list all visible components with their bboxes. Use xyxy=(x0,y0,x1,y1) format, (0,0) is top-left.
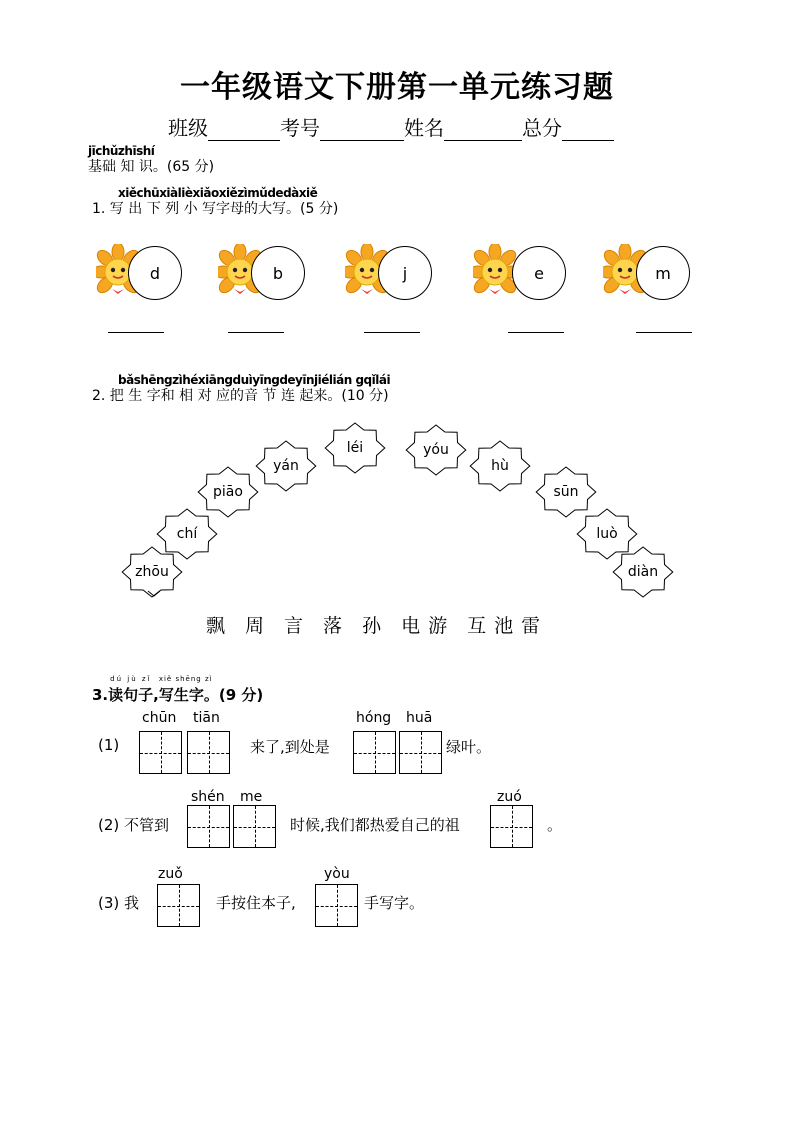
hanzi-character[interactable]: 落 xyxy=(323,615,343,637)
hanzi-character[interactable]: 孙 xyxy=(362,615,382,637)
answer-blank[interactable] xyxy=(508,332,564,333)
q2-instruction: 2. 把 生 字和 相 对 应的音 节 连 起来。(10 分) xyxy=(92,388,389,404)
syllable-star[interactable] xyxy=(255,440,317,492)
writing-grid[interactable] xyxy=(233,805,276,848)
s1-end-text: 绿叶。 xyxy=(446,738,492,756)
q3-heading-pinyin-2: xiě shēng zì xyxy=(158,675,213,683)
q2-pinyin: bǎshēngzìhéxiāngduìyīngdeyīnjiélián gqǐlái xyxy=(118,373,391,387)
hanzi-character[interactable]: 飘 xyxy=(206,615,226,637)
page-title: 一年级语文下册第一单元练习题 xyxy=(180,70,614,105)
s3-pinyin-1: zuǒ xyxy=(158,866,183,882)
syllable-text: hù xyxy=(491,458,509,474)
q3-heading-text-1: 读句子, xyxy=(108,686,159,704)
score-blank[interactable] xyxy=(562,120,614,141)
syllable-text: sūn xyxy=(553,484,579,500)
syllable-star[interactable] xyxy=(324,422,386,474)
syllable-star[interactable] xyxy=(405,424,467,476)
s2-middle-text: 时候,我们都热爱自己的祖 xyxy=(290,816,460,834)
answer-blank[interactable] xyxy=(636,332,692,333)
number-blank[interactable] xyxy=(320,120,404,141)
syllable-text: piāo xyxy=(213,484,243,500)
hanzi-character[interactable]: 雷 xyxy=(521,615,541,637)
q1-instruction: 1. 写 出 下 列 小 写字母的大写。(5 分) xyxy=(92,201,339,217)
syllable-star[interactable] xyxy=(469,440,531,492)
writing-grid[interactable] xyxy=(399,731,442,774)
class-label: 班级 xyxy=(168,116,208,140)
writing-grid[interactable] xyxy=(139,731,182,774)
chevron-down-icon xyxy=(140,588,170,600)
q3-heading-text-2: 写生字。(9 分) xyxy=(158,686,264,704)
s3-label: (3) 我 xyxy=(98,894,140,912)
q3-heading-pinyin-1: dú jù zǐ xyxy=(110,675,152,683)
writing-grid[interactable] xyxy=(157,884,200,927)
s2-pinyin-2: me xyxy=(240,789,263,805)
s1-pinyin-4: huā xyxy=(406,710,433,726)
q1-pinyin: xiěchūxiàlièxiǎoxiězìmǔdedàxiě xyxy=(118,186,318,200)
character-row xyxy=(206,611,560,638)
syllable-text: zhōu xyxy=(135,564,169,580)
s2-label: (2) 不管到 xyxy=(98,816,170,834)
syllable-star[interactable] xyxy=(197,466,259,518)
syllable-text: luò xyxy=(596,526,618,542)
s1-pinyin-2: tiān xyxy=(193,710,220,726)
s1-middle-text: 来了,到处是 xyxy=(250,738,330,756)
s2-end-text: 。 xyxy=(547,816,563,834)
syllable-text: yóu xyxy=(423,442,449,458)
hanzi-character[interactable]: 电 xyxy=(401,615,421,637)
s1-pinyin-3: hóng xyxy=(356,710,392,726)
hanzi-character[interactable]: 互 xyxy=(467,615,487,637)
syllable-text: diàn xyxy=(627,564,659,580)
letter-circle: e xyxy=(512,246,566,300)
syllable-star[interactable] xyxy=(612,546,674,598)
s2-pinyin-3: zuó xyxy=(497,789,522,805)
student-info-row xyxy=(168,112,614,141)
writing-grid[interactable] xyxy=(353,731,396,774)
writing-grid[interactable] xyxy=(187,731,230,774)
writing-grid[interactable] xyxy=(315,884,358,927)
answer-blank[interactable] xyxy=(364,332,420,333)
hanzi-character[interactable]: 言 xyxy=(284,615,304,637)
hanzi-character[interactable]: 周 xyxy=(245,615,265,637)
writing-grid[interactable] xyxy=(490,805,533,848)
hanzi-character[interactable]: 池 xyxy=(494,615,514,637)
s3-pinyin-2: yòu xyxy=(324,866,350,882)
section-heading: 基础 知 识。(65 分) xyxy=(88,159,215,175)
letter-circle: b xyxy=(251,246,305,300)
score-label: 总分 xyxy=(522,116,562,140)
name-blank[interactable] xyxy=(444,120,522,141)
hanzi-character[interactable]: 游 xyxy=(428,615,448,637)
syllable-text: léi xyxy=(346,440,364,456)
q3-heading xyxy=(92,675,264,705)
s3-middle-text: 手按住本子, xyxy=(216,894,296,912)
letter-circle: d xyxy=(128,246,182,300)
syllable-text: chí xyxy=(176,526,198,542)
s3-end-text: 手写字。 xyxy=(364,894,425,912)
answer-blank[interactable] xyxy=(108,332,164,333)
q3-number: 3. xyxy=(92,686,109,704)
s1-pinyin-1: chūn xyxy=(142,710,177,726)
answer-blank[interactable] xyxy=(228,332,284,333)
section-pinyin: jīchǔzhīshí xyxy=(88,144,155,158)
name-label: 姓名 xyxy=(404,116,444,140)
letter-circle: j xyxy=(378,246,432,300)
s2-pinyin-1: shén xyxy=(191,789,225,805)
writing-grid[interactable] xyxy=(187,805,230,848)
letter-circle: m xyxy=(636,246,690,300)
class-blank[interactable] xyxy=(208,120,280,141)
number-label: 考号 xyxy=(280,116,320,140)
syllable-text: yán xyxy=(273,458,299,474)
s1-label: (1) xyxy=(98,736,120,754)
sunflower-icon xyxy=(473,244,517,296)
